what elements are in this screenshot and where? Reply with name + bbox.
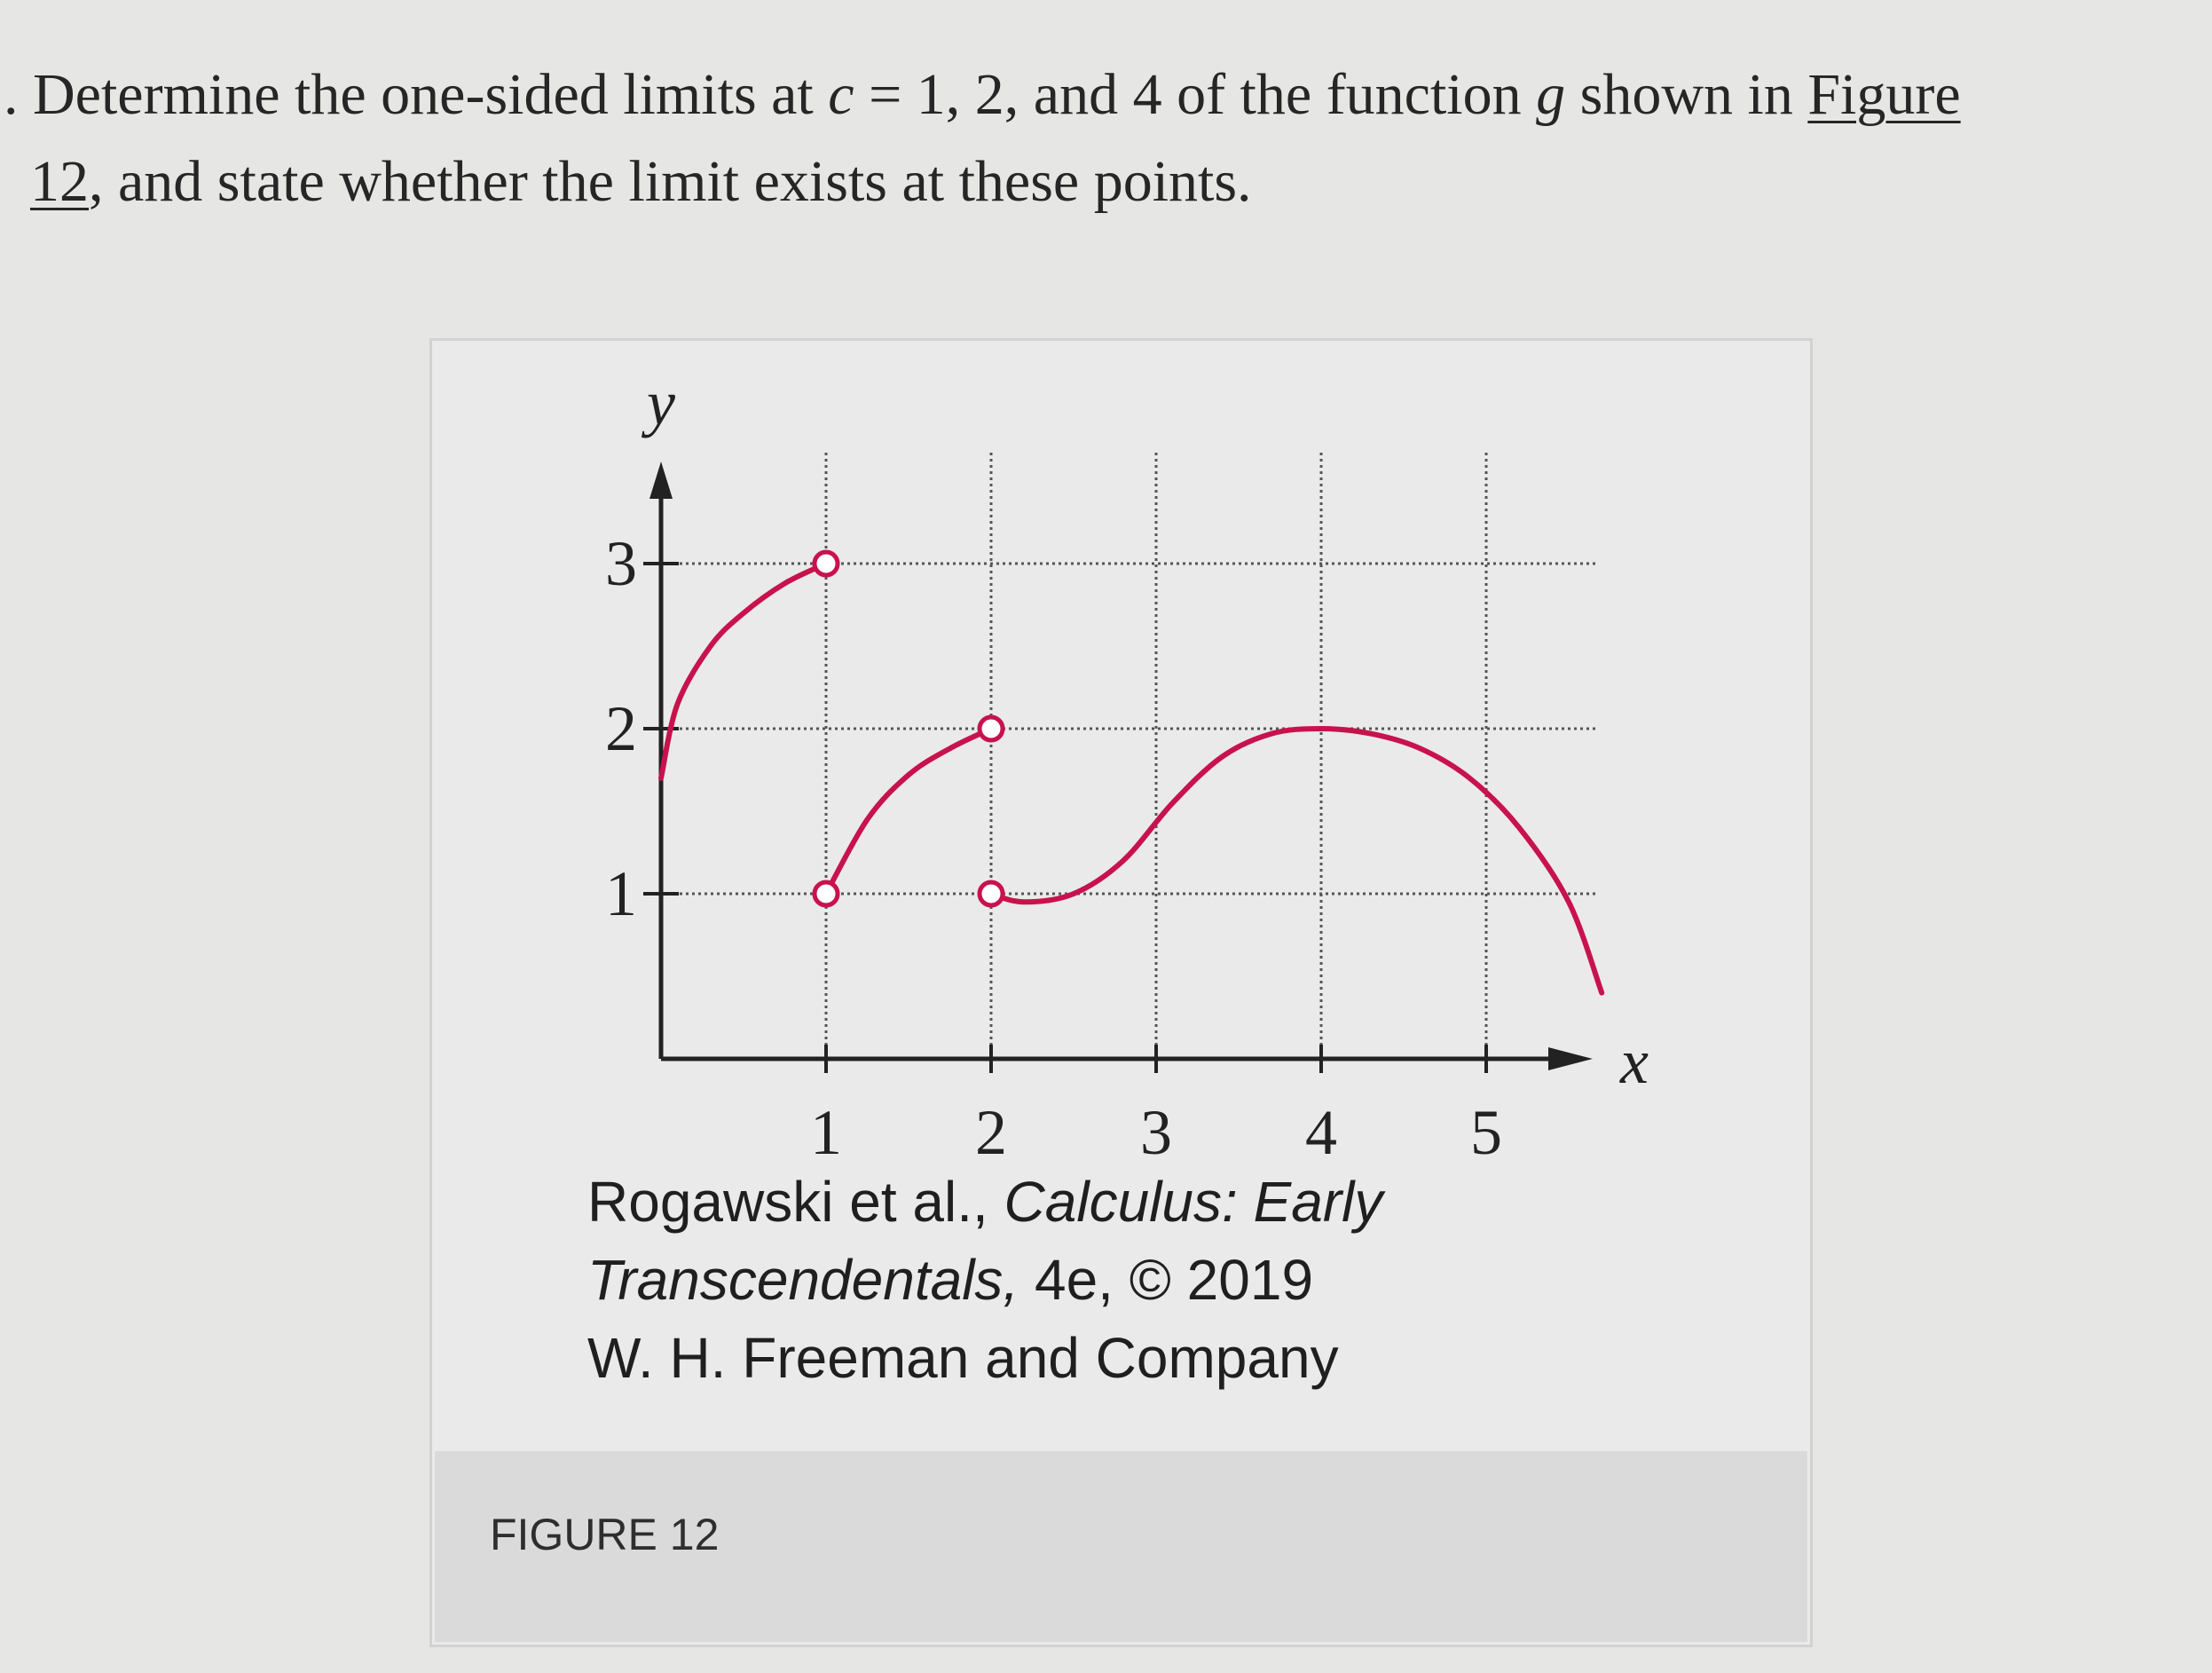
credit-title-part1: Calculus: Early xyxy=(1004,1170,1383,1234)
credit-line-2 xyxy=(587,1241,1382,1319)
x-tick-label-3: 3 xyxy=(1140,1097,1172,1168)
x-tick-label-5: 5 xyxy=(1470,1097,1502,1168)
function-g: g xyxy=(1536,62,1566,127)
credit-line-1 xyxy=(587,1163,1382,1241)
y-tick-label-3: 3 xyxy=(605,528,637,599)
curve-segment-2 xyxy=(826,729,991,894)
x-axis-label: x xyxy=(1620,1026,1649,1097)
variable-c: c xyxy=(828,62,854,127)
y-tick-label-1: 1 xyxy=(605,858,637,929)
question-prefix: . Determine the one-sided limits at xyxy=(4,62,829,127)
curve-segment-3 xyxy=(991,729,1602,993)
y-axis-label: y xyxy=(647,367,675,438)
x-tick-label-1: 1 xyxy=(810,1097,842,1168)
question-values: = 1, 2, and 4 of the function xyxy=(854,62,1537,127)
y-tick-label-2: 2 xyxy=(605,693,637,764)
open-point-3 xyxy=(980,717,1003,740)
credit-edition: 4e, © 2019 xyxy=(1019,1248,1314,1312)
credit-title-part2: Transcendentals, xyxy=(587,1248,1019,1312)
credit-line-3: W. H. Freeman and Company xyxy=(587,1326,1339,1390)
open-point-4 xyxy=(980,882,1003,905)
figure-link-part1[interactable]: Figure xyxy=(1807,62,1961,127)
x-tick-label-4: 4 xyxy=(1305,1097,1337,1168)
open-point-2 xyxy=(815,882,838,905)
y-axis-arrow-icon xyxy=(649,462,673,499)
question-suffix: , and state whether the limit exists at these points. xyxy=(89,149,1252,214)
x-tick-label-2: 2 xyxy=(975,1097,1007,1168)
figure-link-part2[interactable]: 12 xyxy=(30,149,89,214)
figure-label: FIGURE 12 xyxy=(490,1510,720,1559)
credit-authors: Rogawski et al., xyxy=(587,1170,1004,1234)
x-axis-arrow-icon xyxy=(1548,1047,1593,1070)
question-shown-in: shown in xyxy=(1565,62,1808,127)
curve-segment-1 xyxy=(661,564,826,778)
figure-credit xyxy=(587,1163,1382,1397)
open-point-1 xyxy=(815,552,838,575)
